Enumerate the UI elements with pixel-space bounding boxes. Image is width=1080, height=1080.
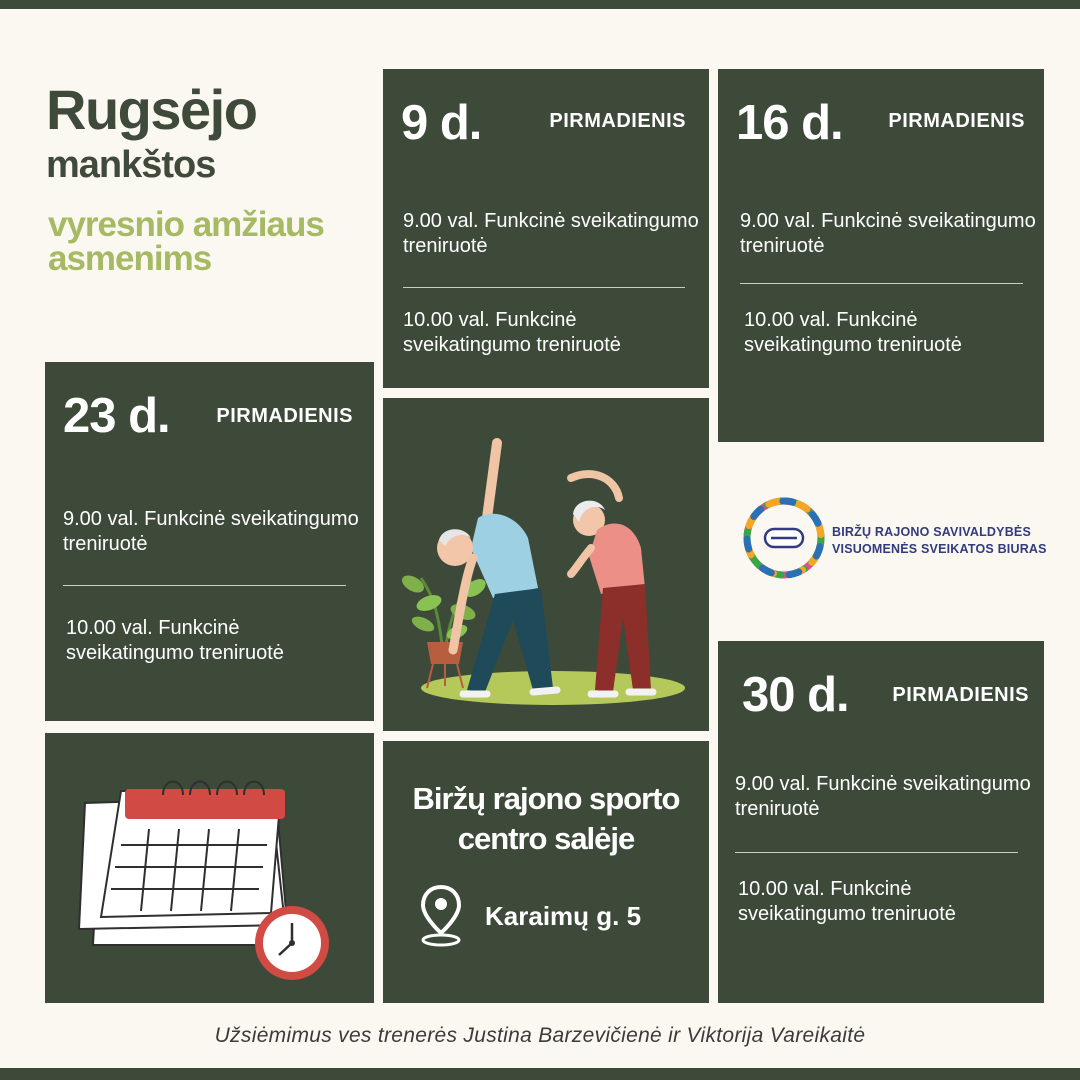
exercise-illustration-card xyxy=(383,398,709,731)
session-day: 9 d. xyxy=(401,96,482,150)
top-border xyxy=(0,0,1080,9)
session-divider xyxy=(63,585,346,586)
page-subtitle: vyresnio amžiaus asmenims xyxy=(48,205,324,278)
session-time-1: 9.00 val. Funkcinė sveikatingumo treniruotė xyxy=(735,773,1031,820)
session-weekday: PIRMADIENIS xyxy=(888,110,1025,132)
session-card-30 xyxy=(718,641,1044,1003)
organizer-name-line-2: VISUOMENĖS SVEIKATOS BIURAS xyxy=(832,542,1047,556)
seniors-stretching-illustration xyxy=(383,398,709,731)
session-day: 30 d. xyxy=(742,668,849,722)
session-day: 23 d. xyxy=(63,389,170,443)
session-day: 16 d. xyxy=(736,96,843,150)
map-pin-icon xyxy=(419,883,463,947)
session-time-2: 10.00 val. Funkcinė sveikatingumo treniruotė xyxy=(738,878,956,925)
session-weekday: PIRMADIENIS xyxy=(892,684,1029,706)
bottom-border xyxy=(0,1068,1080,1080)
session-time-2: 10.00 val. Funkcinė sveikatingumo treniruotė xyxy=(403,309,621,356)
session-card-9 xyxy=(383,69,709,388)
session-card-16 xyxy=(718,69,1044,442)
title-line-1: Rugsėjo xyxy=(46,78,257,141)
session-divider xyxy=(735,852,1018,853)
venue-name: Biržų rajono sporto centro salėje xyxy=(412,781,680,856)
session-weekday: PIRMADIENIS xyxy=(549,110,686,132)
session-time-2: 10.00 val. Funkcinė sveikatingumo treniruotė xyxy=(744,309,962,356)
session-time-1: 9.00 val. Funkcinė sveikatingumo treniruotė xyxy=(63,508,359,555)
session-card-23 xyxy=(45,362,374,721)
session-divider xyxy=(740,283,1023,284)
location-card xyxy=(383,741,709,1003)
calendar-card xyxy=(45,733,374,1003)
page-title xyxy=(46,78,256,190)
session-weekday: PIRMADIENIS xyxy=(216,405,353,427)
session-time-1: 9.00 val. Funkcinė sveikatingumo treniruotė xyxy=(740,210,1036,257)
organizer-name-line-1: BIRŽŲ RAJONO SAVIVALDYBĖS xyxy=(832,525,1032,539)
organizer-name xyxy=(832,524,1047,558)
public-health-bureau-logo xyxy=(738,492,830,584)
venue-address: Karaimų g. 5 xyxy=(485,901,642,931)
title-line-2: mankštos xyxy=(46,144,216,186)
session-time-2: 10.00 val. Funkcinė sveikatingumo treniruotė xyxy=(66,617,284,664)
footer-note: Užsiėmimus ves trenerės Justina Barzevičienė ir Viktorija Vareikaitė xyxy=(214,1024,866,1047)
session-time-1: 9.00 val. Funkcinė sveikatingumo treniruotė xyxy=(403,210,699,257)
calendar-with-clock-icon xyxy=(45,733,374,1003)
session-divider xyxy=(403,287,685,288)
